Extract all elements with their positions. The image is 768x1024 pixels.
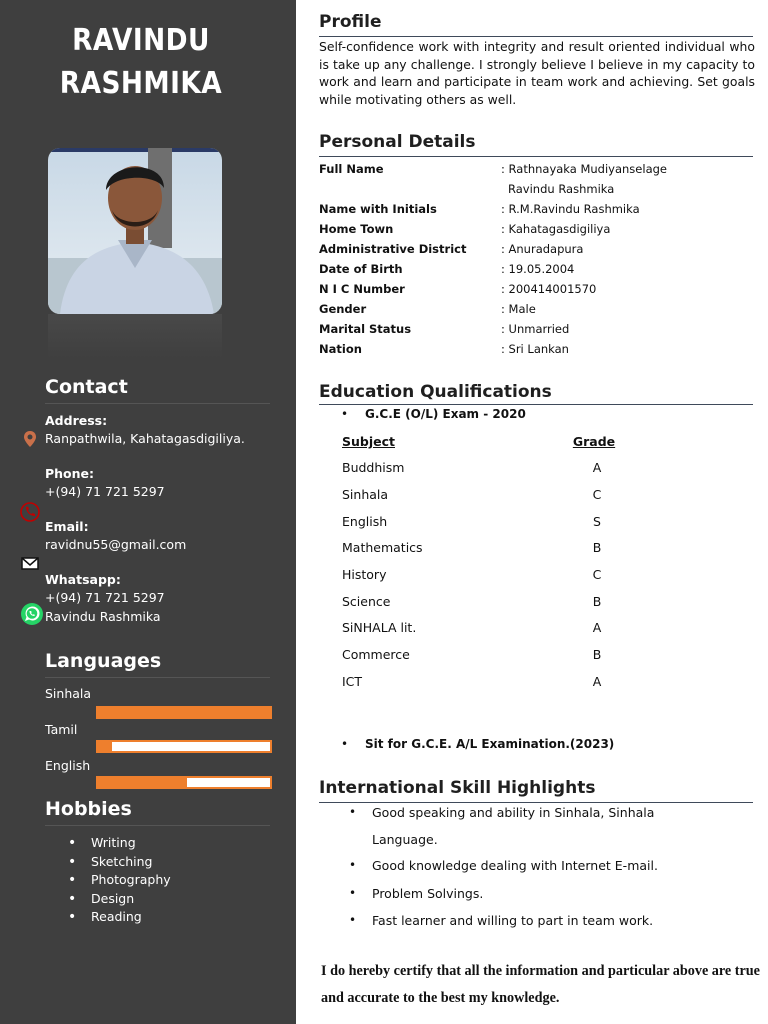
language-bar-empty [112, 742, 270, 751]
phone-icon [18, 500, 42, 524]
full-name-value-line2: Ravindu Rashmika [508, 182, 615, 196]
detail-label: Name with Initials [319, 202, 437, 216]
name-line1: RAVINDU [72, 23, 210, 58]
subject-cell: ICT [342, 674, 363, 689]
detail-label: Date of Birth [319, 262, 403, 276]
personal-details-heading: Personal Details [319, 132, 476, 152]
sidebar [0, 0, 296, 1024]
language-bar-sinhala [96, 706, 272, 719]
location-pin-icon [20, 429, 40, 449]
grade-cell: A [592, 674, 602, 689]
subject-header: Subject [342, 434, 395, 449]
email-value[interactable]: ravidnu55@gmail.com [45, 537, 187, 552]
detail-label: Home Town [319, 222, 394, 236]
detail-value: : 19.05.2004 [501, 262, 575, 276]
hobbies-divider [45, 825, 270, 826]
photo-reflection [48, 314, 222, 358]
subject-cell: Commerce [342, 647, 410, 662]
full-name-label: Full Name [319, 162, 384, 176]
detail-label: Administrative District [319, 242, 467, 256]
detail-value: : R.M.Ravindu Rashmika [501, 202, 640, 216]
languages-divider [45, 677, 270, 678]
profile-divider [319, 36, 753, 37]
subject-cell: SiNHALA lit. [342, 620, 417, 635]
hobby-item: • Sketching [68, 853, 171, 872]
detail-value: : Male [501, 302, 536, 316]
language-bar-english [96, 776, 272, 789]
hobby-item: • Photography [68, 871, 171, 890]
subject-cell: English [342, 514, 388, 529]
skills-divider [319, 802, 753, 803]
phone-label: Phone: [45, 466, 95, 481]
skills-heading: International Skill Highlights [319, 778, 596, 798]
subject-cell: Mathematics [342, 540, 423, 555]
grade-cell: A [592, 460, 602, 475]
detail-value: : Unmarried [501, 322, 570, 336]
grade-cell: B [592, 594, 602, 609]
detail-label: Nation [319, 342, 362, 356]
language-bar-empty [187, 778, 270, 787]
address-label: Address: [45, 413, 108, 428]
grade-cell: C [592, 487, 602, 502]
subject-cell: Science [342, 594, 391, 609]
whatsapp-number[interactable]: +(94) 71 721 5297 [45, 590, 165, 605]
grade-cell: A [592, 620, 602, 635]
bullet: • [341, 737, 349, 751]
bullet: • [349, 913, 357, 927]
grade-header: Grade [572, 434, 616, 449]
contact-divider [45, 403, 270, 404]
hobby-item: • Writing [68, 834, 171, 853]
whatsapp-icon [20, 602, 44, 626]
detail-label: Gender [319, 302, 367, 316]
al-exam-title: Sit for G.C.E. A/L Examination.(2023) [365, 737, 615, 751]
language-name-tamil: Tamil [45, 722, 78, 737]
bullet: • [341, 407, 349, 421]
subject-cell: History [342, 567, 387, 582]
bullet: • [349, 805, 357, 819]
hobby-list [68, 834, 171, 927]
grade-cell: S [593, 514, 601, 529]
grade-cell: C [592, 567, 602, 582]
personal-details-divider [319, 156, 753, 157]
phone-value[interactable]: +(94) 71 721 5297 [45, 484, 165, 499]
skill-item-1-line2: Language. [372, 832, 438, 847]
hobby-item: • Design [68, 890, 171, 909]
envelope-icon [20, 555, 40, 575]
subject-cell: Sinhala [342, 487, 389, 502]
language-name-sinhala: Sinhala [45, 686, 92, 701]
bullet: • [349, 886, 357, 900]
hobby-item: • Reading [68, 908, 171, 927]
whatsapp-name: Ravindu Rashmika [45, 609, 161, 624]
ol-exam-title: G.C.E (O/L) Exam - 2020 [365, 407, 526, 421]
email-label: Email: [45, 519, 89, 534]
grade-cell: B [592, 540, 602, 555]
skill-item-3: Problem Solvings. [372, 886, 484, 901]
address-value: Ranpathwila, Kahatagasdigiliya. [45, 431, 245, 446]
detail-value: : 200414001570 [501, 282, 597, 296]
whatsapp-label: Whatsapp: [45, 572, 121, 587]
grade-cell: B [592, 647, 602, 662]
education-heading: Education Qualifications [319, 382, 552, 402]
language-bar-tamil [96, 740, 272, 753]
detail-label: N I C Number [319, 282, 405, 296]
language-name-english: English [45, 758, 91, 773]
languages-heading: Languages [45, 650, 162, 672]
subject-cell: Buddhism [342, 460, 405, 475]
detail-label: Marital Status [319, 322, 412, 336]
name-line2: RASHMIKA [59, 66, 223, 101]
skill-item-1-line1: Good speaking and ability in Sinhala, Sinhala [372, 805, 655, 820]
education-divider [319, 404, 753, 405]
full-name-value-line1: : Rathnayaka Mudiyanselage [501, 162, 667, 176]
profile-photo [48, 148, 222, 314]
contact-heading: Contact [45, 376, 128, 398]
detail-value: : Sri Lankan [501, 342, 569, 356]
hobbies-heading: Hobbies [45, 798, 132, 820]
profile-text: Self-confidence work with integrity and result oriented individual who is take up any challenge. I strongly believe I believe in my capacity to work and learn and participate in team work and achieving. Set goals while motivating others as well. [319, 39, 755, 108]
skill-item-4: Fast learner and willing to part in team work. [372, 913, 654, 928]
profile-heading: Profile [319, 12, 382, 32]
skill-item-2: Good knowledge dealing with Internet E-mail. [372, 858, 658, 873]
detail-value: : Kahatagasdigiliya [501, 222, 611, 236]
certification-statement: I do hereby certify that all the information and particular above are true and accurate to the best my knowledge. [321, 963, 760, 1006]
detail-value: : Anuradapura [501, 242, 584, 256]
bullet: • [349, 858, 357, 872]
